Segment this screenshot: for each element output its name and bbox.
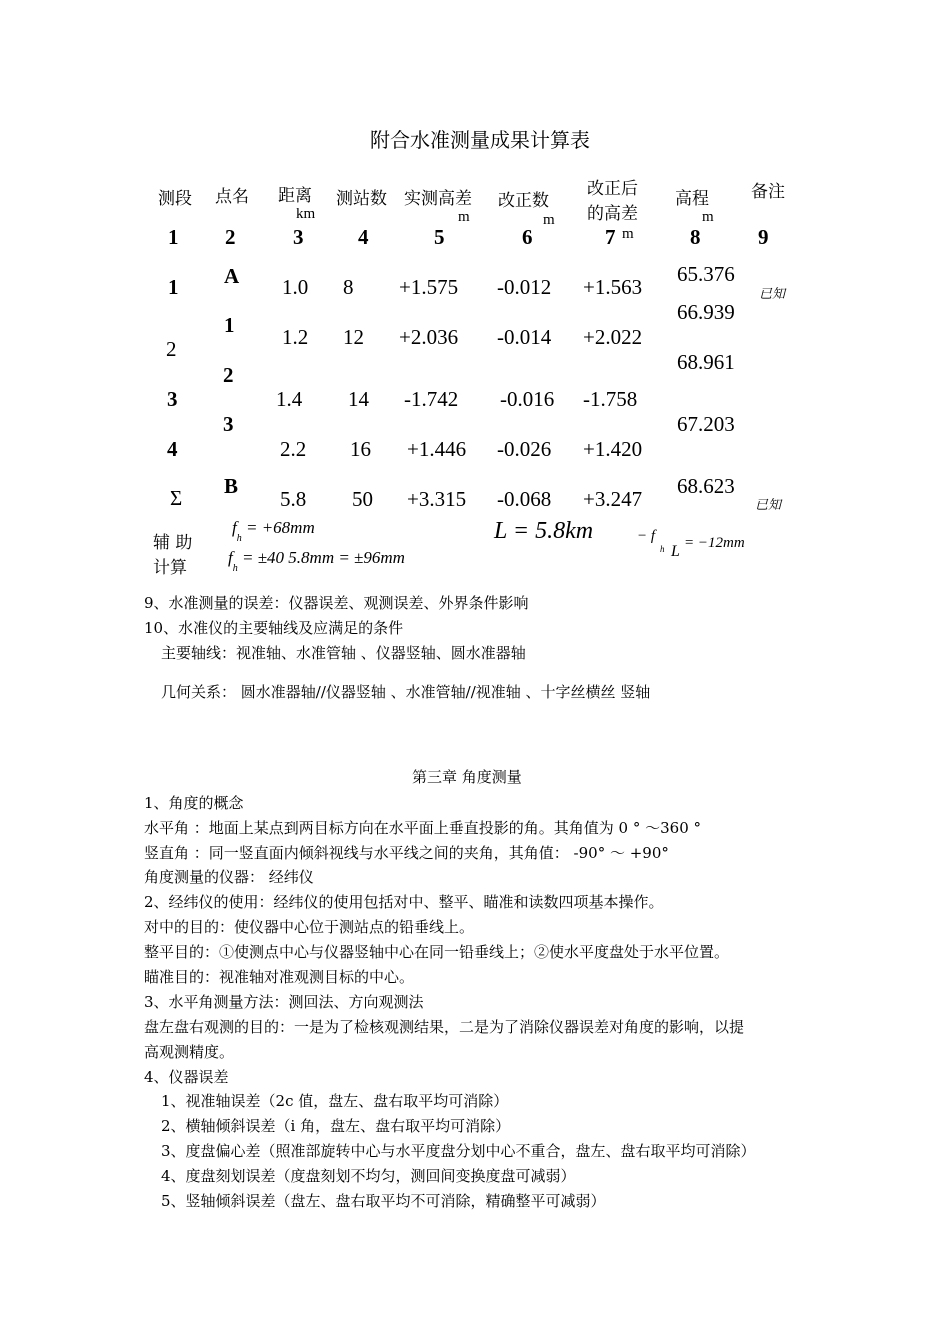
point-cell: 3 <box>223 412 234 436</box>
distance-cell: 1.0 <box>282 275 309 299</box>
elevation-cell: 68.623 <box>677 474 735 498</box>
formula-per-km-sub: h <box>660 544 665 554</box>
header-corrected-diff-1: 改正后 <box>587 179 638 199</box>
stations-cell: 50 <box>352 487 373 511</box>
segment-cell: 2 <box>166 337 177 361</box>
segment-cell: 3 <box>167 387 178 411</box>
text-line: 角度测量的仪器： 经纬仪 <box>144 868 314 886</box>
formula-per-km-value: = −12mm <box>684 535 745 551</box>
corrected-cell: -1.758 <box>583 387 638 411</box>
header-stations: 测站数 <box>336 189 387 209</box>
text-line: 瞄准目的：视准轴对准观测目标的中心。 <box>144 968 415 986</box>
text-line: 4、度盘刻划误差（度盘刻划不均匀，测回间变换度盘可减弱） <box>161 1167 576 1185</box>
correction-cell: -0.014 <box>497 325 552 349</box>
segment-cell: Σ <box>170 486 183 510</box>
corrected-cell: +3.247 <box>583 487 643 511</box>
text-line: 竖直角 ：同一竖直面内倾斜视线与水平线之间的夹角，其角值： -90° ～ +90° <box>144 844 669 862</box>
col-number: 9 <box>758 225 769 249</box>
col-number: 6 <box>522 225 533 249</box>
header-distance: 距离 <box>278 186 312 206</box>
correction-cell: -0.016 <box>500 387 555 411</box>
text-line: 3、度盘偏心差（照准部旋转中心与水平度盘分划中心不重合，盘左、盘右取平均可消除） <box>161 1142 756 1160</box>
formula-allowable: $f_h = \pm 40$ 5.8mm = ±96mm <box>228 548 405 574</box>
point-cell: A <box>224 264 240 288</box>
elevation-cell: 68.961 <box>677 350 735 374</box>
header-point: 点名 <box>215 187 249 207</box>
text-line: 高观测精度。 <box>144 1043 235 1061</box>
unit-elevation: m <box>702 209 714 225</box>
header-elevation: 高程 <box>675 189 709 209</box>
elevation-cell: 66.939 <box>677 300 735 324</box>
col-number: 7 <box>605 225 616 249</box>
remark-known: 已知 <box>759 287 786 302</box>
unit-distance: km <box>296 206 316 222</box>
corrected-cell: +1.563 <box>583 275 643 299</box>
col-number: 4 <box>358 225 369 249</box>
distance-cell: 5.8 <box>280 487 307 511</box>
elevation-cell: 67.203 <box>677 412 735 436</box>
col-number: 8 <box>690 225 701 249</box>
unit-corrected-diff: m <box>622 226 634 242</box>
formula-per-km-L: L <box>671 543 680 560</box>
col-number: 5 <box>434 225 445 249</box>
distance-cell: 1.2 <box>282 325 309 349</box>
measured-cell: +1.446 <box>407 437 467 461</box>
aux-label-2: 计算 <box>153 558 187 578</box>
point-cell: B <box>224 474 239 498</box>
measured-cell: +1.575 <box>399 275 459 299</box>
text-line: 1、角度的概念 <box>144 794 244 812</box>
text-line: 整平目的：①使测点中心与仪器竖轴中心在同一铅垂线上；②使水平度盘处于水平位置。 <box>144 943 730 961</box>
text-line: 2、经纬仪的使用：经纬仪的使用包括对中、整平、瞄准和读数四项基本操作。 <box>144 893 664 911</box>
formula-per-km: − f <box>637 528 656 544</box>
text-line: 盘左盘右观测的目的：一是为了检核观测结果，二是为了消除仪器误差对角度的影响，以提 <box>144 1018 745 1036</box>
measured-cell: +2.036 <box>399 325 459 349</box>
correction-cell: -0.026 <box>497 437 552 461</box>
segment-cell: 4 <box>167 437 178 461</box>
text-line: 9、水准测量的误差：仪器误差、观测误差、外界条件影响 <box>144 594 529 612</box>
table-title: 附合水准测量成果计算表 <box>370 128 590 152</box>
text-line: 2、横轴倾斜误差（i 角，盘左、盘右取平均可消除） <box>161 1117 511 1135</box>
measured-cell: -1.742 <box>404 387 459 411</box>
col-number: 2 <box>225 225 236 249</box>
text-line: 5、竖轴倾斜误差（盘左、盘右取平均不可消除，精确整平可减弱） <box>161 1192 606 1210</box>
header-segment: 测段 <box>158 189 192 209</box>
stations-cell: 8 <box>343 275 354 299</box>
unit-correction: m <box>543 212 555 228</box>
header-measured-diff: 实测高差 <box>404 189 472 209</box>
remark-known: 已知 <box>755 498 782 513</box>
stations-cell: 12 <box>343 325 364 349</box>
text-line: 10、水准仪的主要轴线及应满足的条件 <box>144 619 404 637</box>
header-correction: 改正数 <box>498 191 549 211</box>
measured-cell: +3.315 <box>407 487 467 511</box>
header-corrected-diff-2: 的高差 <box>587 204 638 224</box>
distance-cell: 1.4 <box>276 387 303 411</box>
col-number: 1 <box>168 225 179 249</box>
formula-closure: $f_h = +68mm$ <box>232 518 315 544</box>
text-line: 几何关系： 圆水准器轴//仪器竖轴 、水准管轴//视准轴 、十字丝横丝 竖轴 <box>161 683 651 701</box>
distance-cell: 2.2 <box>280 437 307 461</box>
text-line: 主要轴线：视准轴、水准管轴 、仪器竖轴、圆水准器轴 <box>161 644 526 662</box>
elevation-cell: 65.376 <box>677 262 735 286</box>
text-line: 4、仪器误差 <box>144 1068 229 1086</box>
correction-cell: -0.068 <box>497 487 552 511</box>
correction-cell: -0.012 <box>497 275 552 299</box>
formula-length: L = 5.8km <box>494 518 594 544</box>
stations-cell: 16 <box>350 437 371 461</box>
aux-label-1: 辅 助 <box>153 533 193 553</box>
text-line: 1、视准轴误差（2c 值，盘左、盘右取平均可消除） <box>161 1092 509 1110</box>
stations-cell: 14 <box>348 387 369 411</box>
point-cell: 2 <box>223 363 234 387</box>
header-remarks: 备注 <box>751 182 785 202</box>
unit-measured-diff: m <box>458 209 470 225</box>
corrected-cell: +2.022 <box>583 325 643 349</box>
text-line: 对中的目的：使仪器中心位于测站点的铅垂线上。 <box>144 918 475 936</box>
segment-cell: 1 <box>168 275 179 299</box>
corrected-cell: +1.420 <box>583 437 643 461</box>
point-cell: 1 <box>224 313 235 337</box>
text-line: 水平角 ：地面上某点到两目标方向在水平面上垂直投影的角。其角值为 0 ° ～360 ° <box>144 819 702 837</box>
col-number: 3 <box>293 225 304 249</box>
chapter-title: 第三章 角度测量 <box>412 768 522 786</box>
text-line: 3、水平角测量方法：测回法、方向观测法 <box>144 993 424 1011</box>
